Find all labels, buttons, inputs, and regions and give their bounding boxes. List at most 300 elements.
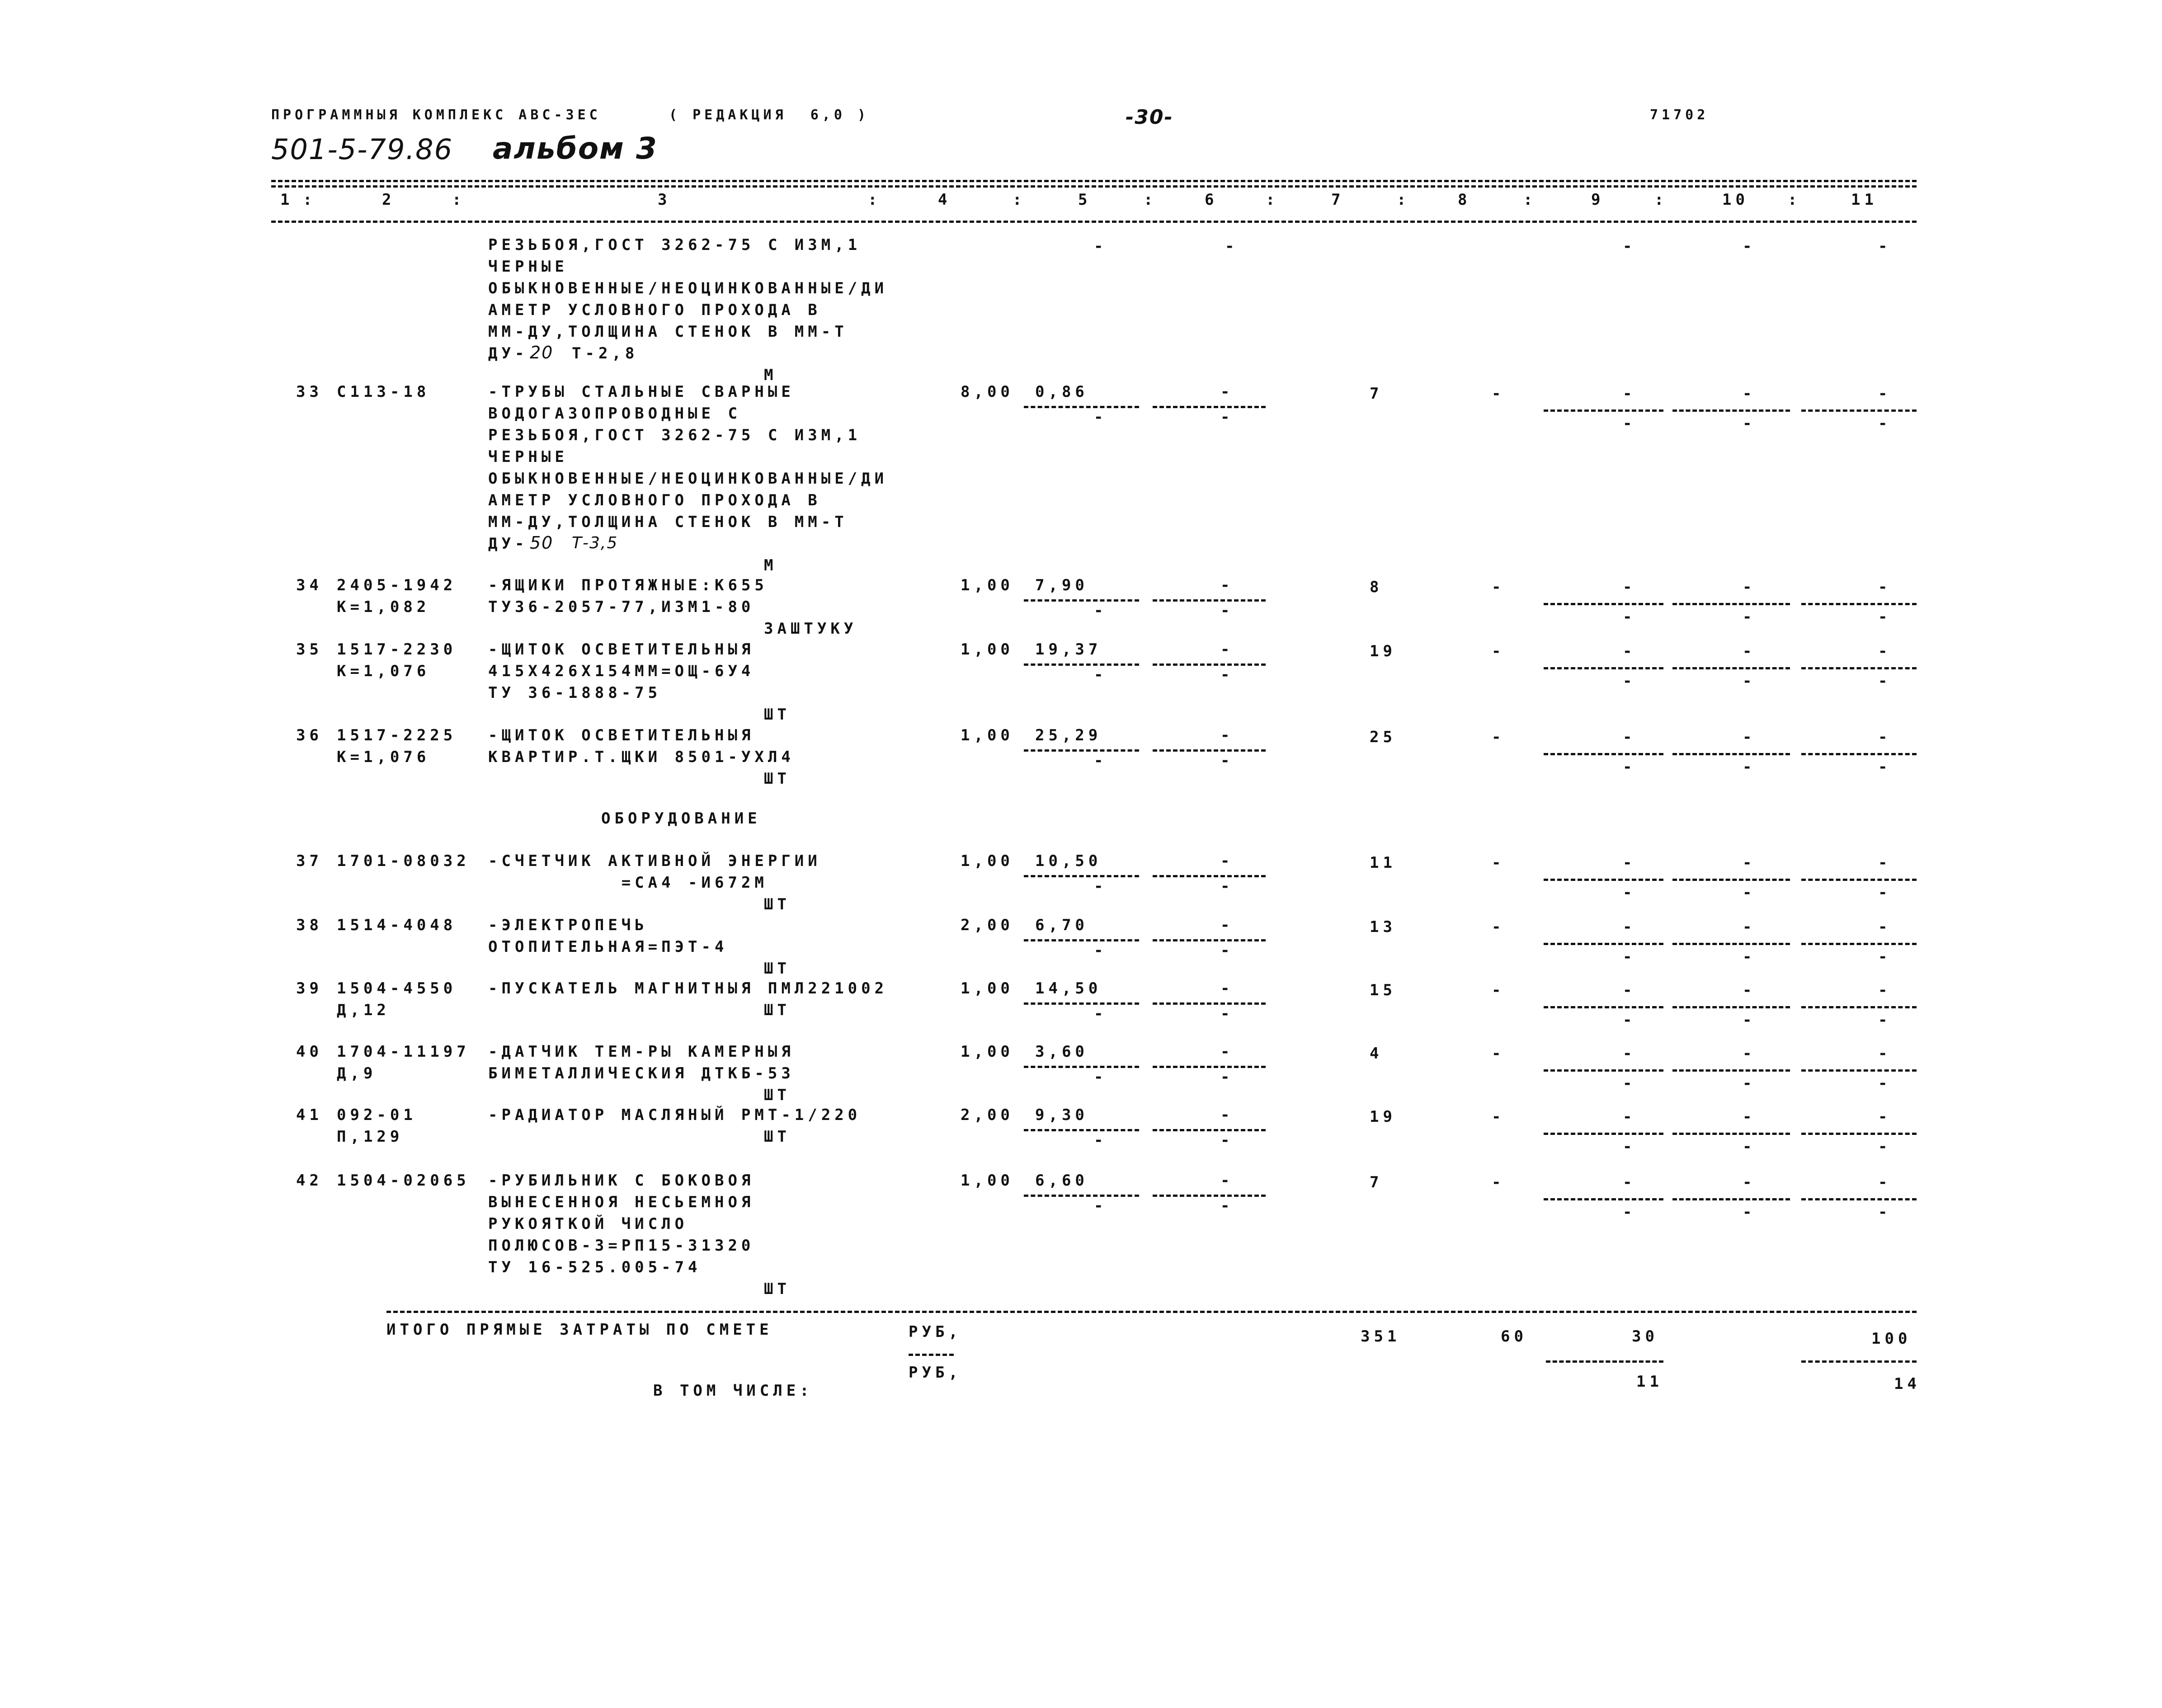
totals-col11-second: 14 <box>1894 1375 1921 1393</box>
totals-col11-rule <box>1801 1360 1917 1363</box>
column-header-cell: 2 <box>382 191 396 209</box>
row-number: 38 <box>296 916 323 934</box>
price-fraction-rule <box>1024 663 1139 666</box>
col6-fraction-rule <box>1153 1002 1266 1005</box>
resource-code: С113-18 <box>337 383 430 401</box>
row-number: 40 <box>296 1043 323 1061</box>
dash-mark: - <box>1743 1074 1756 1092</box>
dash-mark: - <box>1094 1005 1107 1023</box>
col6-fraction-rule <box>1153 939 1266 941</box>
dash-mark: - <box>1094 877 1107 895</box>
col9-fraction-rule <box>1544 667 1663 669</box>
col11-fraction-rule <box>1801 753 1917 755</box>
totals-label: ИТОГО ПРЯМЫЕ ЗАТРАТЫ ПО СМЕТЕ <box>386 1321 773 1339</box>
row-number: 33 <box>296 383 323 401</box>
totals-col9-rule <box>1546 1360 1663 1363</box>
dash-mark: - <box>1220 1106 1234 1124</box>
description-line: ЧЕРНЫЕ <box>488 448 568 466</box>
col6-fraction-rule <box>1153 663 1266 666</box>
column-header-cell: 1 <box>280 191 294 209</box>
col6-fraction-rule <box>1153 406 1266 408</box>
dash-mark: - <box>1743 884 1756 902</box>
description-line: -РУБИЛЬНИК С БОКОВОЯ <box>488 1172 755 1190</box>
dash-mark: - <box>1878 918 1892 936</box>
col6-fraction-rule <box>1153 1129 1266 1131</box>
description-line: -ПУСКАТЕЛЬ МАГНИТНЫЯ ПМЛ221002 <box>488 979 888 998</box>
dash-mark: - <box>1878 1203 1892 1221</box>
totals-unit-1: РУБ, <box>909 1323 962 1341</box>
description-line: -РАДИАТОР МАСЛЯНЫЙ РМТ-1/220 <box>488 1106 862 1124</box>
description-line: РЕЗЬБОЯ,ГОСТ 3262-75 С ИЗМ,1 <box>488 426 862 444</box>
unit-price: 7,90 <box>1035 576 1088 594</box>
dash-mark: - <box>1623 1138 1636 1156</box>
including-label: В ТОМ ЧИСЛЕ: <box>653 1382 813 1400</box>
dash-mark: - <box>1220 1172 1234 1190</box>
description-line: КВАРТИР.Т.ЩКИ 8501-УХЛ4 <box>488 748 795 766</box>
dash-mark: - <box>1878 728 1892 746</box>
unit-label: ШТ <box>764 706 791 724</box>
dash-mark: - <box>1623 1074 1636 1092</box>
dash-mark: - <box>1220 640 1234 659</box>
totals-col7: 351 <box>1361 1327 1401 1346</box>
unit-price: 25,29 <box>1035 726 1102 744</box>
col9-fraction-rule <box>1544 753 1663 755</box>
column-header-cell: : <box>1144 191 1157 209</box>
dash-mark: - <box>1094 237 1107 255</box>
dash-mark: - <box>1743 1203 1756 1221</box>
dash-mark: - <box>1878 1108 1892 1126</box>
unit-label: М <box>764 366 777 384</box>
dash-mark: - <box>1623 578 1636 596</box>
edition-label: ( РЕДАКЦИЯ 6,0 ) <box>669 107 870 123</box>
description-line: ЧЕРНЫЕ <box>488 258 568 276</box>
dash-mark: - <box>1623 981 1636 999</box>
col11-fraction-rule <box>1801 1133 1917 1135</box>
quantity: 2,00 <box>961 1106 1014 1124</box>
total-amount: 7 <box>1370 385 1383 403</box>
resource-coefficient: Д,12 <box>337 1001 390 1019</box>
dash-mark: - <box>1623 237 1636 255</box>
dash-mark: - <box>1623 414 1636 433</box>
col6-fraction-rule <box>1153 749 1266 752</box>
dash-mark: - <box>1220 1005 1234 1023</box>
unit-price: 14,50 <box>1035 979 1102 998</box>
total-amount: 7 <box>1370 1173 1383 1191</box>
dash-mark: - <box>1492 918 1505 936</box>
col6-fraction-rule <box>1153 1195 1266 1197</box>
t-value: Т-3,5 <box>572 534 618 552</box>
dash-mark: - <box>1743 642 1756 660</box>
dash-mark: - <box>1220 602 1234 620</box>
col11-fraction-rule <box>1801 879 1917 881</box>
description-line: -ЭЛЕКТРОПЕЧЬ <box>488 916 648 934</box>
description-line: АМЕТР УСЛОВНОГО ПРОХОДА В <box>488 301 821 319</box>
total-amount: 4 <box>1370 1045 1383 1063</box>
column-header-cell: : <box>1654 191 1668 209</box>
description-line: ТУ36-2057-77,ИЗМ1-80 <box>488 598 755 616</box>
description-line: ОБЫКНОВЕННЫЕ/НЕОЦИНКОВАННЫЕ/ДИ <box>488 470 888 488</box>
col10-fraction-rule <box>1672 879 1790 881</box>
dash-mark: - <box>1623 1045 1636 1063</box>
t-value: Т-2,8 <box>572 344 639 362</box>
dash-mark: - <box>1743 981 1756 999</box>
total-amount: 19 <box>1370 1108 1396 1126</box>
column-header-cell: : <box>1013 191 1026 209</box>
description-line: ВОДОГАЗОПРОВОДНЫЕ С <box>488 405 741 423</box>
totals-col9: 30 <box>1632 1327 1658 1346</box>
resource-coefficient: К=1,082 <box>337 598 430 616</box>
quantity: 1,00 <box>961 576 1014 594</box>
du-value: 50 <box>530 533 554 553</box>
totals-col9-second: 11 <box>1636 1373 1663 1391</box>
unit-label: ШТ <box>764 1001 791 1019</box>
col11-fraction-rule <box>1801 409 1917 412</box>
album-number: 501-5-79.86 <box>271 133 453 166</box>
total-amount: 8 <box>1370 578 1383 596</box>
total-amount: 25 <box>1370 728 1396 746</box>
col9-fraction-rule <box>1544 879 1663 881</box>
col10-fraction-rule <box>1672 1069 1790 1072</box>
col6-fraction-rule <box>1153 1066 1266 1068</box>
dash-mark: - <box>1878 758 1892 776</box>
dash-mark: - <box>1220 852 1234 870</box>
resource-code: 1504-4550 <box>337 979 457 998</box>
dash-mark: - <box>1492 1045 1505 1063</box>
dash-mark: - <box>1743 237 1756 255</box>
col10-fraction-rule <box>1672 753 1790 755</box>
dash-mark: - <box>1220 576 1234 594</box>
dash-mark: - <box>1743 1045 1756 1063</box>
col10-fraction-rule <box>1672 667 1790 669</box>
col10-fraction-rule <box>1672 1006 1790 1008</box>
dash-mark: - <box>1743 1138 1756 1156</box>
col6-fraction-rule <box>1153 875 1266 877</box>
dash-mark: - <box>1225 237 1239 255</box>
dash-mark: - <box>1878 385 1892 403</box>
dash-mark: - <box>1094 666 1107 684</box>
quantity: 2,00 <box>961 916 1014 934</box>
price-fraction-rule <box>1024 1002 1139 1005</box>
description-line: -СЧЕТЧИК АКТИВНОЙ ЭНЕРГИИ <box>488 852 821 870</box>
col11-fraction-rule <box>1801 943 1917 945</box>
dash-mark: - <box>1878 854 1892 872</box>
dash-mark: - <box>1094 1068 1107 1086</box>
dash-mark: - <box>1878 1074 1892 1092</box>
unit-label: ШТ <box>764 960 791 978</box>
column-header-cell: 3 <box>658 191 671 209</box>
description-line: -ДАТЧИК ТЕМ-РЫ КАМЕРНЫЯ <box>488 1043 795 1061</box>
description-line: ММ-ДУ,ТОЛЩИНА СТЕНОК В ММ-Т <box>488 323 848 341</box>
row-number: 37 <box>296 852 323 870</box>
col10-fraction-rule <box>1672 943 1790 945</box>
dash-mark: - <box>1094 752 1107 770</box>
quantity: 1,00 <box>961 1043 1014 1061</box>
description-line: БИМЕТАЛЛИЧЕСКИЯ ДТКБ-53 <box>488 1064 795 1082</box>
quantity: 1,00 <box>961 1172 1014 1190</box>
dash-mark: - <box>1878 948 1892 966</box>
description-line: ПОЛЮСОВ-3=РП15-31320 <box>488 1237 755 1255</box>
dash-mark: - <box>1743 854 1756 872</box>
dash-mark: - <box>1623 1011 1636 1029</box>
dash-mark: - <box>1878 414 1892 433</box>
col10-fraction-rule <box>1672 409 1790 412</box>
unit-label: ШТ <box>764 1128 791 1146</box>
description-line: РУКОЯТКОЙ ЧИСЛО <box>488 1215 688 1233</box>
price-fraction-rule <box>1024 875 1139 877</box>
col9-fraction-rule <box>1544 409 1663 412</box>
dash-mark: - <box>1623 918 1636 936</box>
price-fraction-rule <box>1024 599 1139 602</box>
total-amount: 15 <box>1370 981 1396 999</box>
program-name: ПРОГРАММНЫЯ КОМПЛЕКС АВС-ЗЕС <box>271 107 601 123</box>
dash-mark: - <box>1094 941 1107 960</box>
resource-code: 1701-08032 <box>337 852 470 870</box>
col10-fraction-rule <box>1672 1198 1790 1200</box>
column-header-cell: 5 <box>1078 191 1092 209</box>
dash-mark: - <box>1220 1131 1234 1149</box>
document-code: 71702 <box>1650 107 1709 123</box>
resource-coefficient: Д,9 <box>337 1064 377 1082</box>
dash-mark: - <box>1220 941 1234 960</box>
unit-label: ШТ <box>764 895 791 913</box>
price-fraction-rule <box>1024 1195 1139 1197</box>
col11-fraction-rule <box>1801 603 1917 605</box>
unit-price: 3,60 <box>1035 1043 1088 1061</box>
header-bottom-rule <box>271 221 1917 223</box>
dash-mark: - <box>1492 385 1505 403</box>
du-prefix: ДУ- <box>488 535 528 553</box>
col6-fraction-rule <box>1153 599 1266 602</box>
header-top-rule-2 <box>271 185 1917 188</box>
col9-fraction-rule <box>1544 1006 1663 1008</box>
price-fraction-rule <box>1024 749 1139 752</box>
col9-fraction-rule <box>1544 1069 1663 1072</box>
dash-mark: - <box>1220 726 1234 744</box>
description-line: ММ-ДУ,ТОЛЩИНА СТЕНОК В ММ-Т <box>488 513 848 531</box>
column-header-cell: : <box>303 191 316 209</box>
dash-mark: - <box>1492 642 1505 660</box>
dash-mark: - <box>1878 1138 1892 1156</box>
description-line: -ЩИТОК ОСВЕТИТЕЛЬНЫЯ <box>488 640 755 659</box>
dash-mark: - <box>1094 1131 1107 1149</box>
dash-mark: - <box>1220 877 1234 895</box>
resource-code: 1517-2230 <box>337 640 457 659</box>
dash-mark: - <box>1220 1068 1234 1086</box>
quantity: 1,00 <box>961 979 1014 998</box>
unit-price: 6,60 <box>1035 1172 1088 1190</box>
dash-mark: - <box>1492 1173 1505 1191</box>
dash-mark: - <box>1878 672 1892 690</box>
totals-col11: 100 <box>1871 1330 1912 1348</box>
unit-label: ШТ <box>764 1086 791 1104</box>
unit-label: ШТ <box>764 1280 791 1298</box>
dash-mark: - <box>1220 408 1234 426</box>
dash-mark: - <box>1743 385 1756 403</box>
dash-mark: - <box>1743 608 1756 626</box>
price-fraction-rule <box>1024 1129 1139 1131</box>
column-header-cell: 7 <box>1331 191 1345 209</box>
row-number: 34 <box>296 576 323 594</box>
price-fraction-rule <box>1024 1066 1139 1068</box>
dash-mark: - <box>1743 1108 1756 1126</box>
column-header-cell: : <box>1788 191 1801 209</box>
description-line: 415Х426Х154ММ=ОЩ-6У4 <box>488 662 755 680</box>
du-prefix: ДУ- <box>488 344 528 362</box>
dash-mark: - <box>1743 918 1756 936</box>
col11-fraction-rule <box>1801 667 1917 669</box>
column-header-cell: 8 <box>1458 191 1471 209</box>
column-header-cell: : <box>868 191 881 209</box>
dash-mark: - <box>1743 672 1756 690</box>
resource-coefficient: П,129 <box>337 1128 404 1146</box>
resource-code: 2405-1942 <box>337 576 457 594</box>
description-line: ТУ 36-1888-75 <box>488 684 662 702</box>
col11-fraction-rule <box>1801 1006 1917 1008</box>
col10-fraction-rule <box>1672 603 1790 605</box>
col9-fraction-rule <box>1544 1198 1663 1200</box>
totals-col8: 60 <box>1501 1327 1527 1346</box>
dash-mark: - <box>1743 728 1756 746</box>
dash-mark: - <box>1094 602 1107 620</box>
column-header-cell: 10 <box>1722 191 1749 209</box>
dash-mark: - <box>1492 854 1505 872</box>
dash-mark: - <box>1623 1173 1636 1191</box>
unit-label: ЗАШТУКУ <box>764 620 857 638</box>
dash-mark: - <box>1623 758 1636 776</box>
dash-mark: - <box>1878 1045 1892 1063</box>
price-fraction-rule <box>1024 939 1139 941</box>
totals-rule <box>386 1311 1917 1313</box>
dash-mark: - <box>1623 672 1636 690</box>
quantity: 8,00 <box>961 383 1014 401</box>
dash-mark: - <box>1743 948 1756 966</box>
dash-mark: - <box>1623 1203 1636 1221</box>
dash-mark: - <box>1623 884 1636 902</box>
dash-mark: - <box>1220 752 1234 770</box>
row-number: 41 <box>296 1106 323 1124</box>
dash-mark: - <box>1220 1197 1234 1215</box>
column-header-cell: 11 <box>1851 191 1878 209</box>
description-line: -ЩИТОК ОСВЕТИТЕЛЬНЫЯ <box>488 726 755 744</box>
quantity: 1,00 <box>961 726 1014 744</box>
dash-mark: - <box>1094 408 1107 426</box>
unit-price: 9,30 <box>1035 1106 1088 1124</box>
description-line: АМЕТР УСЛОВНОГО ПРОХОДА В <box>488 491 821 509</box>
total-amount: 19 <box>1370 642 1396 660</box>
resource-code: 1704-11197 <box>337 1043 470 1061</box>
resource-coefficient: К=1,076 <box>337 748 430 766</box>
description-line: =СА4 -И672М <box>488 874 768 892</box>
dash-mark: - <box>1623 642 1636 660</box>
resource-code: 1517-2225 <box>337 726 457 744</box>
resource-coefficient: К=1,076 <box>337 662 430 680</box>
dash-mark: - <box>1094 1197 1107 1215</box>
col9-fraction-rule <box>1544 603 1663 605</box>
dash-mark: - <box>1623 948 1636 966</box>
row-number: 35 <box>296 640 323 659</box>
total-amount: 11 <box>1370 854 1396 872</box>
column-header-cell: 4 <box>938 191 951 209</box>
dash-mark: - <box>1623 1108 1636 1126</box>
column-header-cell: : <box>1397 191 1410 209</box>
row-number: 39 <box>296 979 323 998</box>
dash-mark: - <box>1220 383 1234 401</box>
total-amount: 13 <box>1370 918 1396 936</box>
unit-label: М <box>764 556 777 574</box>
description-line: ТУ 16-525.005-74 <box>488 1258 702 1276</box>
resource-code: 1504-02065 <box>337 1172 470 1190</box>
dash-mark: - <box>1743 1011 1756 1029</box>
dash-mark: - <box>1878 1011 1892 1029</box>
col9-fraction-rule <box>1544 943 1663 945</box>
dash-mark: - <box>1492 728 1505 746</box>
dash-mark: - <box>1878 237 1892 255</box>
totals-unit-2: РУБ, <box>909 1364 962 1382</box>
quantity: 1,00 <box>961 640 1014 659</box>
dash-mark: - <box>1220 916 1234 934</box>
dash-mark: - <box>1743 758 1756 776</box>
dash-mark: - <box>1878 642 1892 660</box>
quantity: 1,00 <box>961 852 1014 870</box>
dash-mark: - <box>1878 1173 1892 1191</box>
column-header-cell: 6 <box>1205 191 1218 209</box>
dash-mark: - <box>1623 728 1636 746</box>
column-header-cell: : <box>452 191 466 209</box>
dash-mark: - <box>1220 979 1234 998</box>
section-title: ОБОРУДОВАНИЕ <box>601 809 761 828</box>
price-fraction-rule <box>1024 406 1139 408</box>
col11-fraction-rule <box>1801 1198 1917 1200</box>
dash-mark: - <box>1743 414 1756 433</box>
col10-fraction-rule <box>1672 1133 1790 1135</box>
description-line: -ЯЩИКИ ПРОТЯЖНЫЕ:К655 <box>488 576 768 594</box>
description-line: РЕЗЬБОЯ,ГОСТ 3262-75 С ИЗМ,1 <box>488 236 862 254</box>
description-line: ВЫНЕСЕННОЯ НЕСЬЕМНОЯ <box>488 1193 755 1211</box>
dash-mark: - <box>1743 1173 1756 1191</box>
dash-mark: - <box>1492 578 1505 596</box>
row-number: 36 <box>296 726 323 744</box>
description-line: -ТРУБЫ СТАЛЬНЫЕ СВАРНЫЕ <box>488 383 795 401</box>
dash-mark: - <box>1220 666 1234 684</box>
unit-price: 10,50 <box>1035 852 1102 870</box>
album-note: альбом 3 <box>493 131 658 166</box>
dash-mark: - <box>1623 385 1636 403</box>
dash-mark: - <box>1492 981 1505 999</box>
resource-code: 1514-4048 <box>337 916 457 934</box>
column-header-cell: : <box>1523 191 1537 209</box>
column-header-cell: : <box>1266 191 1279 209</box>
dash-mark: - <box>1743 578 1756 596</box>
dash-mark: - <box>1878 578 1892 596</box>
unit-price: 0,86 <box>1035 383 1088 401</box>
dash-mark: - <box>1220 1043 1234 1061</box>
dash-mark: - <box>1878 981 1892 999</box>
description-line: ОТОПИТЕЛЬНАЯ=ПЭТ-4 <box>488 938 728 956</box>
page-number: -30- <box>1126 106 1173 129</box>
totals-unit-rule <box>909 1354 954 1356</box>
du-value: 20 <box>530 343 554 362</box>
column-header-cell: 9 <box>1591 191 1605 209</box>
col11-fraction-rule <box>1801 1069 1917 1072</box>
unit-price: 6,70 <box>1035 916 1088 934</box>
row-number: 42 <box>296 1172 323 1190</box>
col9-fraction-rule <box>1544 1133 1663 1135</box>
unit-price: 19,37 <box>1035 640 1102 659</box>
header-top-rule <box>271 180 1917 182</box>
description-line: ОБЫКНОВЕННЫЕ/НЕОЦИНКОВАННЫЕ/ДИ <box>488 279 888 297</box>
dash-mark: - <box>1623 854 1636 872</box>
dash-mark: - <box>1623 608 1636 626</box>
